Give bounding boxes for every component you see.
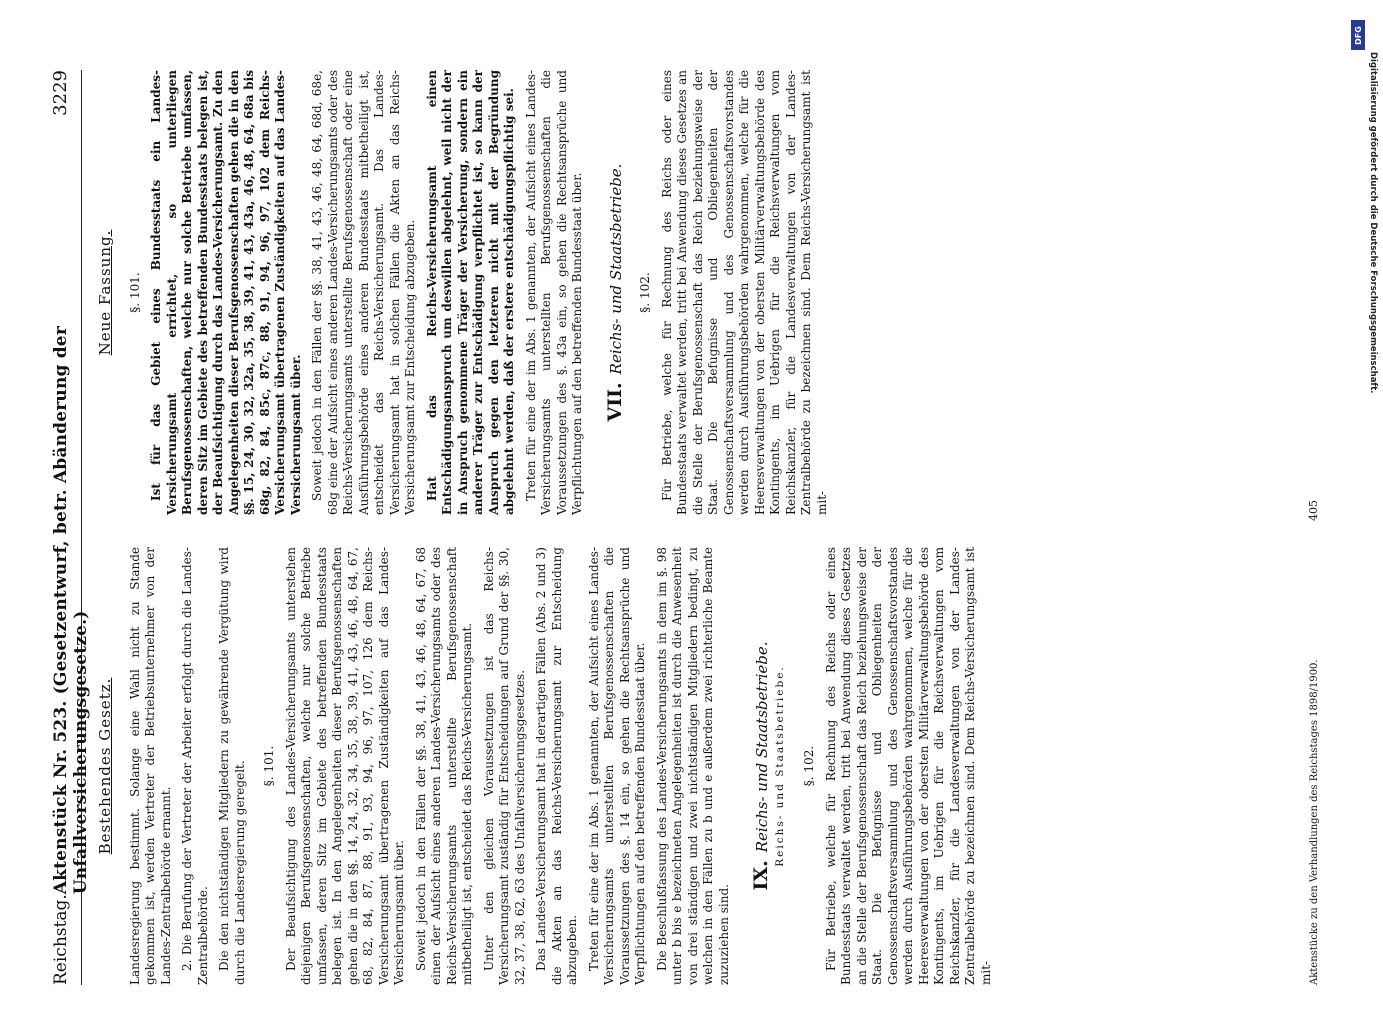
chapter-subtitle: Reichs- und Staatsbetriebe. — [773, 665, 786, 867]
paragraph: 2. Die Berufung der Vertreter der Arbeiter erfolgt durch die Landes-Zentralbehörde. — [180, 547, 210, 985]
page-signature: 405 — [1307, 500, 1320, 521]
chapter-title: Reichs- und Staatsbetriebe. — [606, 163, 625, 375]
paragraph: Das Landes-Versicherungsamt hat in derartigen Fällen (Abs. 2 und 3) die Akten an das Reichs-Versicherungsamt zur Entscheidung abzugeben. — [534, 547, 579, 985]
dfg-logo — [1351, 20, 1365, 50]
paragraph: Für Betriebe, welche für Rechnung des Reichs oder eines Bundesstaats verwaltet werden, tritt bei Anwendung dieses Gesetzes an die Stelle der Berufsgenossenschaft das Reich beziehungsweise der Staat. Die Befugnisse und Obliegenheiten der Genossenschaftsversammlung und des Genossenschaftsvorstandes werden durch Ausführungsbehörden wahrgenommen, welche für die Heeresverwaltungen von der obersten Militärverwaltungsbehörde des Kontingents, im Uebrigen für die Reichsverwaltungen vom Reichskanzler, für die Landesverwaltungen von der Landes-Zentralbehörde zu bezeichnen sind. Dem Reichs-Versicherungsamt ist mit- — [823, 547, 993, 985]
paragraph: Unter den gleichen Voraussetzungen ist das Reichs-Versicherungsamt zuständig für Entscheidungen auf Grund der §§. 30, 32, 37, 38, 62, 63 des Unfallversicherungsgesetzes. — [481, 547, 527, 985]
paragraph: Soweit jedoch in den Fällen der §§. 38, 41, 43, 46, 48, 64, 68d, 68e, 68g eine der Aufsicht eines anderen Landes-Versicherungsamts oder des Reichs-Versicherungsamts unterstellte Berufsgenossenschaft oder eine Ausführungsbehörde eines anderen Bundesstaats mitbetheiligt ist, entscheidet das Reichs-Versicherungsamt. Das Landes-Versicherungsamt hat in solchen Fällen die Akten an das Reichs-Versicherungsamt zur Entscheidung abzugeben. — [310, 70, 417, 515]
header-left: Reichstag. — [51, 894, 71, 985]
paragraph: Ist für das Gebiet eines Bundesstaats ein Landes-Versicherungsamt errichtet, so unterliegen Berufsgenossenschaften, welche nur solche Betriebe umfassen, deren Sitz im Gebiete des betreffenden Bundesstaats belegen ist, der Beaufsichtigung durch das Landes-Versicherungsamt. Zu den Angelegenheiten dieser Berufsgenossenschaften gehen die in den §§. 15, 24, 30, 32, 32a, 35, 38, 39, 41, 43, 43a, 46, 48, 64, 68a bis 68g, 82, 84, 85c, 87c, 88, 91, 94, 96, 97, 102 dem Reichs-Versicherungsamt übertragenen Zuständigkeiten auf das Landes-Versicherungsamt über. — [149, 70, 303, 515]
paragraph: Soweit jedoch in den Fällen der §§. 38, 41, 43, 46, 48, 64, 67, 68 einen der Aufsicht eines anderen Landes-Versicherungsamts oder des Reichs-Versicherungsamts unterstellte Berufsgenossenschaft mitbetheiligt ist, entscheidet das Reichs-Versicherungsamt. — [413, 547, 474, 985]
paragraph: Treten für eine der im Abs. 1 genannten, der Aufsicht eines Landes-Versicherungsamts unterstellten Berufsgenossenschaften die Voraussetzungen des §. 43a ein, so gehen die Rechtsansprüche und Verpflichtungen auf den betreffenden Bundesstaat über. — [523, 70, 584, 515]
paragraph: Hat das Reichs-Versicherungsamt einen Entschädigungsanspruch um deswillen abgelehnt, weil nicht der in Anspruch genommene Träger der Versicherung, sondern ein anderer Träger zur Entschädigung verpflichtet ist, so kann der Anspruch gegen den letzteren nicht mit der Begründung abgelehnt werden, daß der erstere entschädigungspflichtig sei. — [424, 70, 516, 515]
paragraph: Die Beschlußfassung des Landes-Versicherungsamts in dem im §. 98 unter b bis e bezeichneten Angelegenheiten ist durch die Anwesenheit von drei ständigen und zwei nichtständigen Mitgliedern bedingt, zu welchen in den Fällen zu b und e außerdem zwei richterliche Beamte zuzuziehen sind. — [654, 547, 731, 985]
footer-source: Aktenstücke zu den Verhandlungen des Reichstages 1898/1900. — [1309, 659, 1320, 985]
dfg-logo-text: DFG — [1353, 25, 1363, 45]
paragraph: Die den nichtständigen Mitgliedern zu gewährende Vergütung wird durch die Landesregierung geregelt. — [217, 547, 247, 985]
rotated-page — [50, 70, 1320, 985]
section-number: §. 101. — [127, 272, 142, 313]
page-footer — [1307, 70, 1320, 985]
column-existing-law — [98, 547, 1000, 985]
paragraph: Treten für eine der im Abs. 1 genannten, der Aufsicht eines Landes-Versicherungsamts unterstellten Berufsgenossenschaften die Voraussetzungen des §. 14 ein, so gehen die Rechtsansprüche und Verpflichtungen auf den betreffenden Bundesstaat über. — [586, 547, 647, 985]
digitization-note — [1349, 20, 1377, 980]
section-number: §. 102. — [638, 272, 652, 313]
paragraph: Landesregierung bestimmt. Solange eine Wahl nicht zu Stande gekommen ist, werden Vertreter der Betriebsunternehmer von der Landes-Zentralbehörde ernannt. — [127, 547, 173, 985]
paragraph: Für Betriebe, welche für Rechnung des Reichs oder eines Bundesstaats verwaltet werden, tritt bei Anwendung dieses Gesetzes an die Stelle der Berufsgenossenschaft das Reich beziehungsweise der Staat. Die Befugnisse und Obliegenheiten der Genossenschaftsversammlung und des Genossenschaftsvorstandes werden durch Ausführungsbehörden wahrgenommen, welche für die Heeresverwaltungen von der obersten Militärverwaltungsbehörde des Kontingents, im Uebrigen für die Reichsverwaltungen vom Reichskanzler, für die Landesverwaltungen von der Landes-Zentralbehörde zu bezeichnen sind. Dem Reichs-Versicherungsamt ist mit- — [659, 70, 829, 515]
paragraph: Der Beaufsichtigung des Landes-Versicherungsamts unterstehen diejenigen Berufsgenossenschaften, welche nur solche Betriebe umfassen, deren Sitz im Gebiete des betreffenden Bundesstaats belegen ist. In den Angelegenheiten dieser Berufsgenossenschaften gehen die in den §§. 14, 24, 32, 34, 35, 38, 39, 41, 43, 46, 48, 64, 67, 68, 82, 84, 87, 88, 91, 93, 94, 96, 97, 107, 126 dem Reichs-Versicherungsamt übertragenen Zuständigkeiten auf das Landes-Versicherungsamt über. — [283, 547, 406, 985]
section-number: §. 101. — [262, 745, 276, 787]
running-header — [50, 70, 91, 985]
page-number: 3229 — [50, 70, 71, 116]
column-heading-new: Neue Fassung. — [96, 229, 114, 356]
section-number: §. 102. — [802, 745, 816, 787]
header-title: Aktenstück Nr. 523. (Gesetzentwurf, betr. Abänderung der Unfallversicherungsgesetze.) — [51, 326, 91, 895]
chapter-heading — [603, 70, 626, 515]
digitization-credit: Digitalisierung gefördert durch die Deutsche Forschungsgemeinschaft. — [1368, 52, 1378, 394]
chapter-title: Reichs- und Staatsbetriebe. — [753, 641, 771, 853]
chapter-heading — [750, 547, 772, 985]
chapter-number: VII. — [603, 382, 626, 422]
chapter-number: IX. — [750, 860, 772, 891]
column-heading-existing: Bestehendes Gesetz. — [96, 677, 114, 855]
column-new-version — [98, 70, 836, 515]
